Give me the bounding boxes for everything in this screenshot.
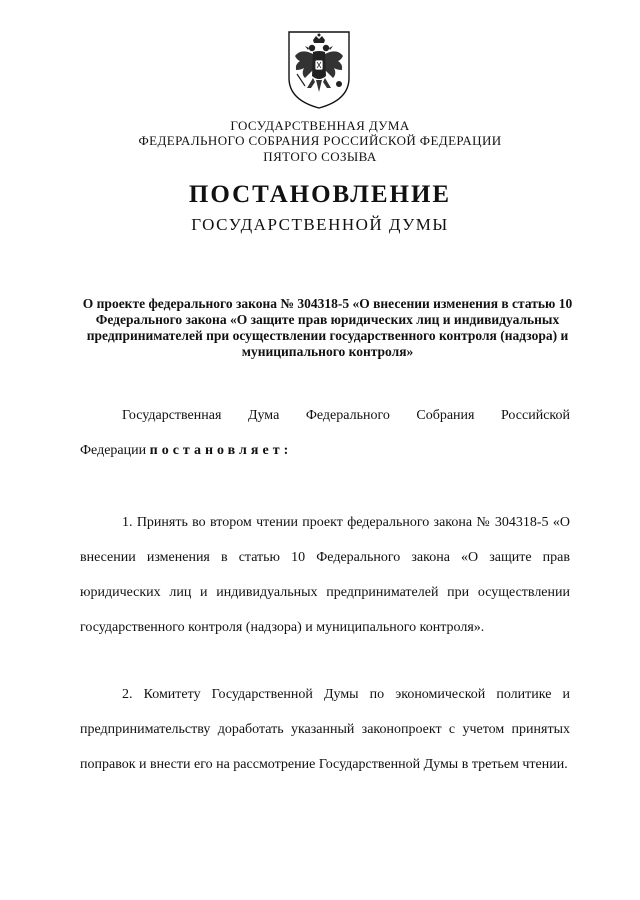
header-convocation: ПЯТОГО СОЗЫВА	[263, 149, 377, 164]
coat-of-arms-icon	[283, 26, 355, 110]
document-title: ПОСТАНОВЛЕНИЕ	[188, 181, 452, 208]
intro-paragraph	[80, 398, 570, 468]
header-duma: ГОСУДАРСТВЕННАЯ ДУМА	[230, 118, 410, 133]
document-subtitle: ГОСУДАРСТВЕННОЙ ДУМЫ	[191, 215, 449, 234]
resolution-item-1-text: 1. Принять во втором чтении проект федерального закона № 304318-5 «О внесении изменения в статью 10 Федерального закона «О защите прав юридических лиц и индивидуальных предпринимателей при осуществлении государственного контроля (надзора) и муниципального контроля».	[80, 515, 570, 635]
document-subject: О проекте федерального закона № 304318-5 «О внесении изменения в статью 10 Федерального закона «О защите прав юридических лиц и индивидуальных предпринимателей при осуществлении государственного контроля (надзора) и муниципального контроля»	[82, 296, 573, 359]
intro-line-1: Государственная Дума Федерального Собрания Российской	[122, 408, 570, 423]
resolution-item-2	[80, 677, 570, 782]
resolution-item-1	[80, 505, 570, 645]
intro-resolves: постановляет:	[149, 443, 293, 458]
resolution-item-2-text: 2. Комитету Государственной Думы по экономической политике и предпринимательству доработать указанный законопроект с учетом принятых поправок и внести его на рассмотрение Государственной Думы в третьем чтении.	[80, 687, 570, 772]
intro-line-2-prefix: Федерации	[80, 443, 147, 458]
header-federal-assembly: ФЕДЕРАЛЬНОГО СОБРАНИЯ РОССИЙСКОЙ ФЕДЕРАЦИИ	[138, 133, 502, 148]
